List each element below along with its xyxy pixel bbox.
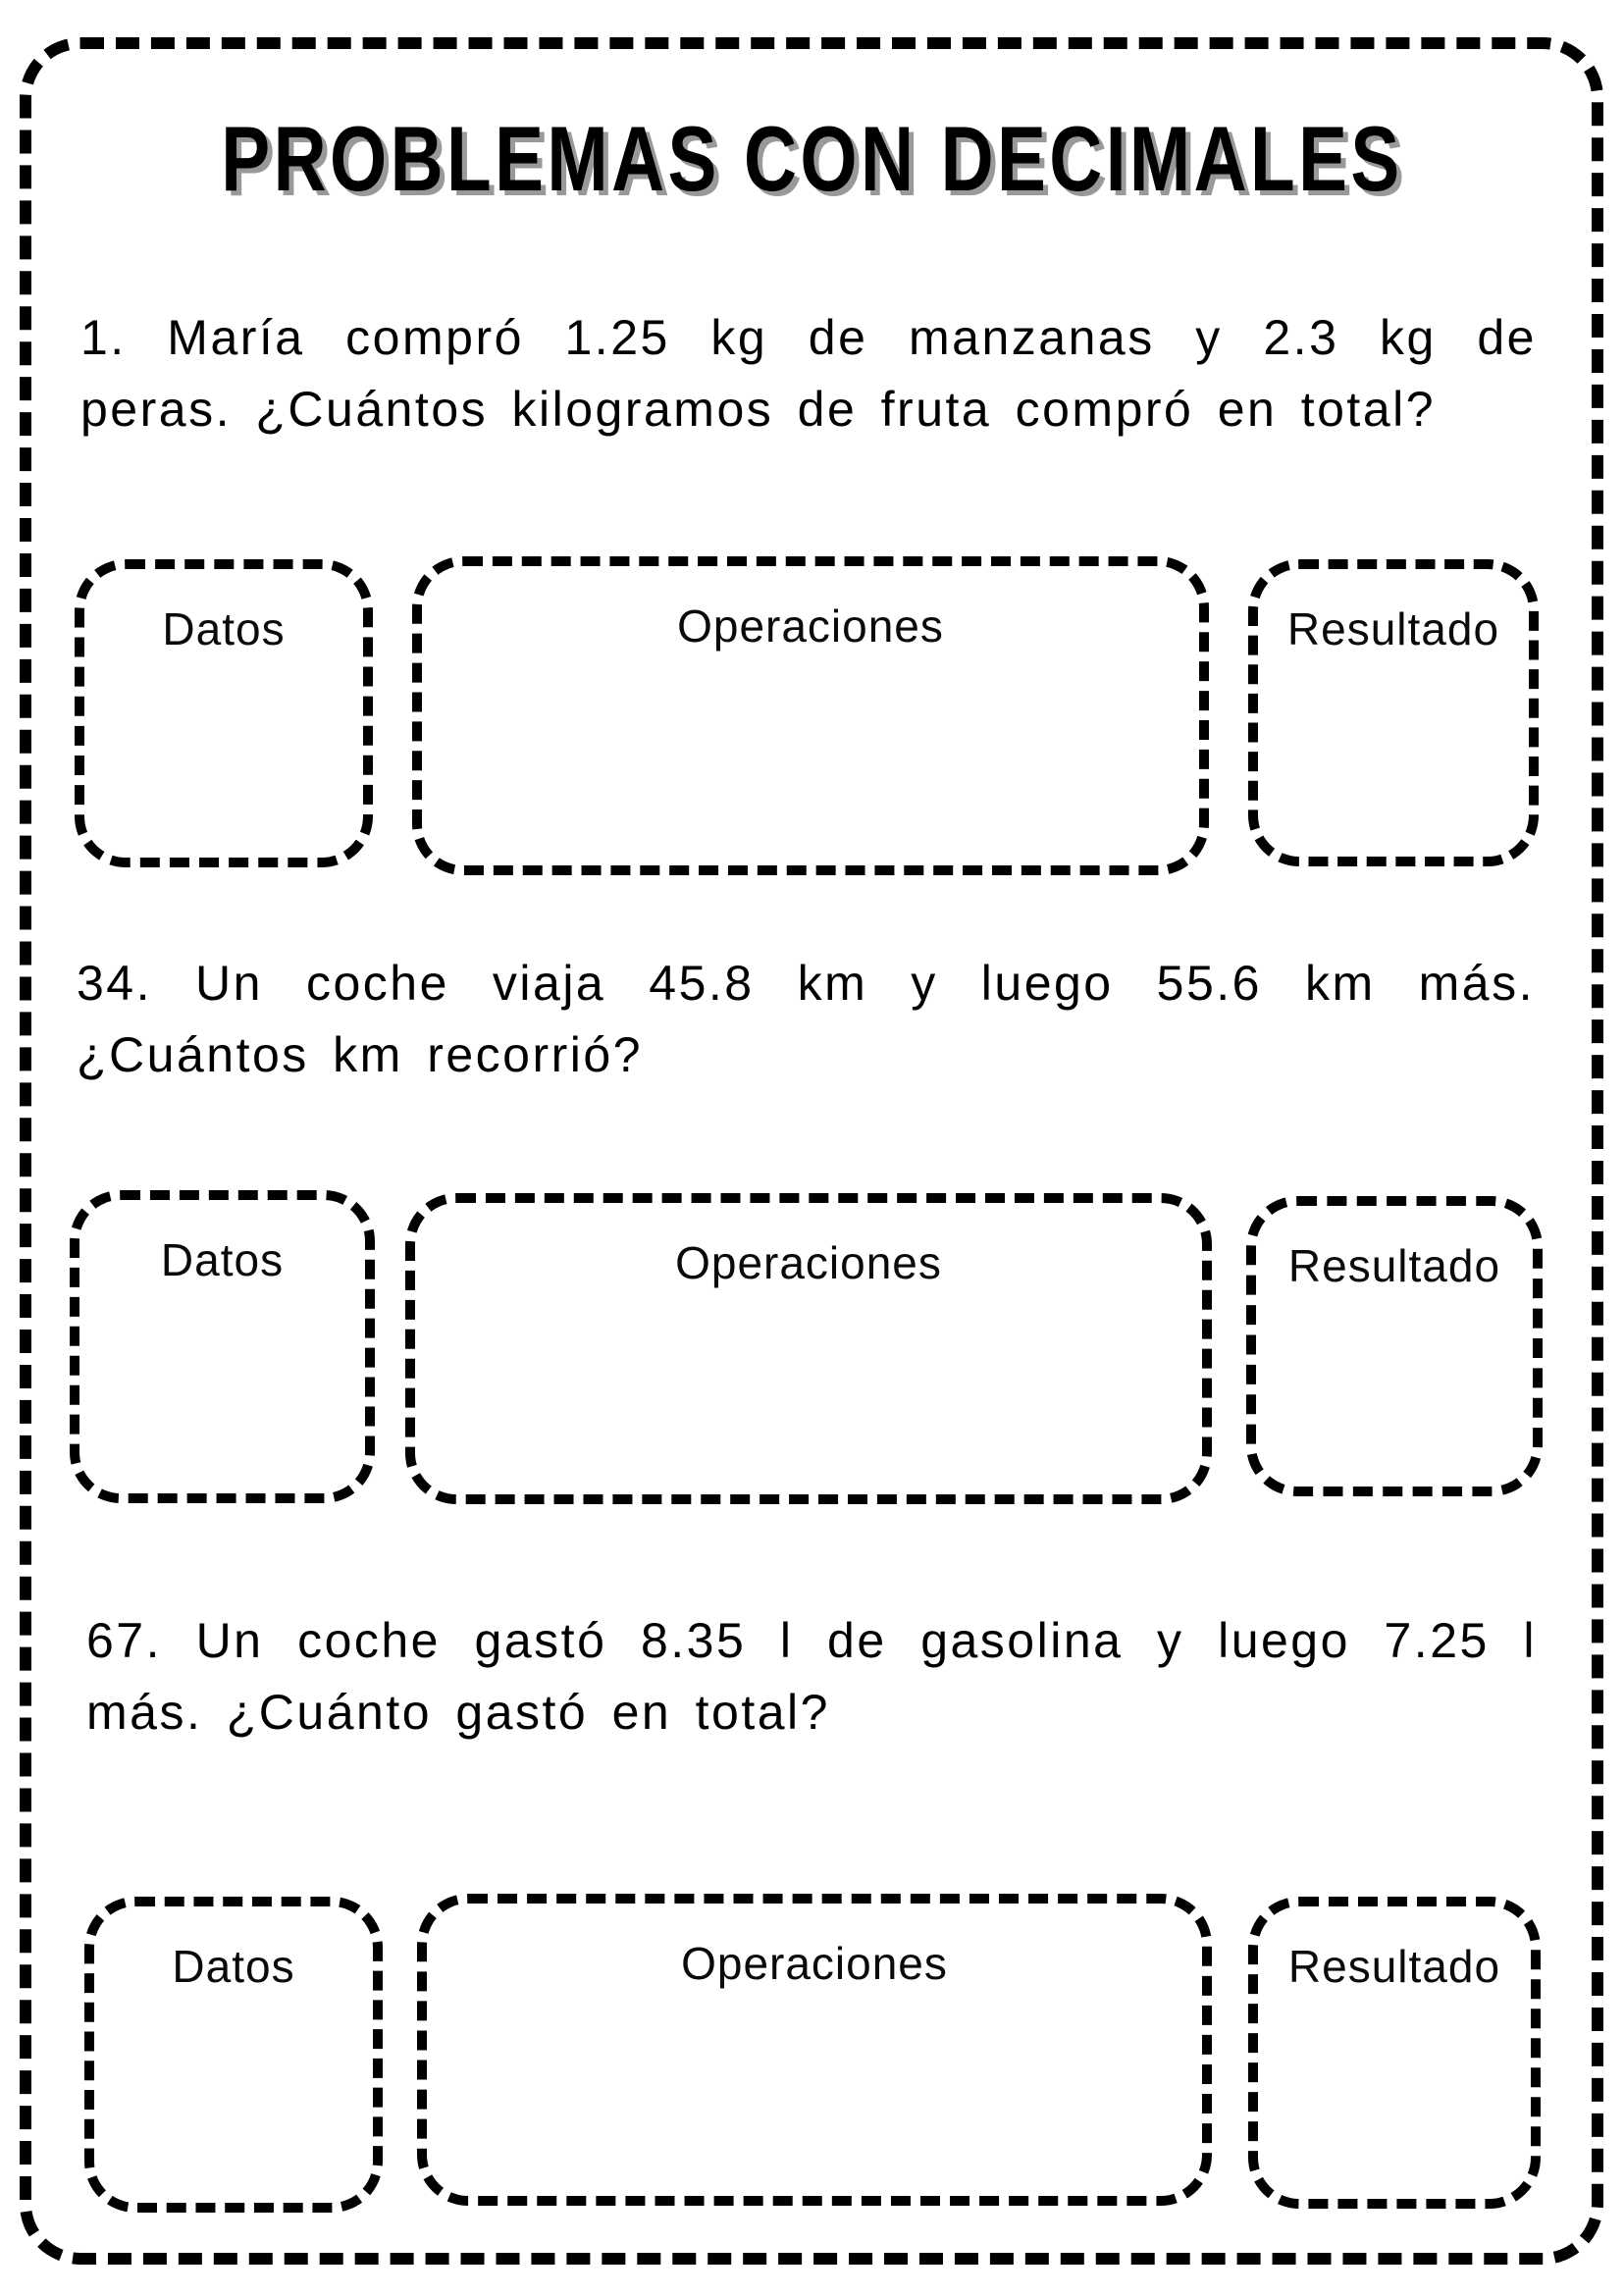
operaciones-box-2[interactable]: [405, 1193, 1212, 1504]
operaciones-box-label: Operaciones: [677, 600, 944, 652]
resultado-box-2[interactable]: [1246, 1196, 1543, 1496]
resultado-box-label: Resultado: [1287, 1240, 1501, 1291]
datos-box-label: Datos: [160, 1234, 285, 1285]
problem-text-3: 67. Un coche gastó 8.35 l de gasolina y luego 7.25 l más. ¿Cuánto gastó en total?: [86, 1613, 1537, 1740]
problem-text-2: 34. Un coche viaja 45.8 km y luego 55.6 km más. ¿Cuántos km recorrió?: [77, 956, 1535, 1082]
resultado-box-label: Resultado: [1286, 603, 1500, 654]
datos-box-1[interactable]: [75, 559, 373, 867]
datos-box-label: Datos: [172, 1941, 295, 1992]
operaciones-box-label: Operaciones: [681, 1938, 948, 1989]
datos-box-3[interactable]: [84, 1897, 383, 2213]
operaciones-box-3[interactable]: [417, 1894, 1212, 2206]
resultado-box-label: Resultado: [1287, 1941, 1501, 1992]
problem-text-1: 1. María compró 1.25 kg de manzanas y 2.3 kg de peras. ¿Cuántos kilogramos de fruta compró en total?: [80, 310, 1537, 437]
operaciones-box-1[interactable]: [412, 556, 1209, 875]
datos-box-label: Datos: [162, 603, 286, 654]
resultado-box-1[interactable]: [1248, 559, 1539, 866]
page-title: PROBLEMAS CON DECIMALES: [221, 107, 1403, 210]
operaciones-box-label: Operaciones: [675, 1237, 942, 1288]
datos-box-2[interactable]: [70, 1190, 375, 1503]
resultado-box-3[interactable]: [1248, 1897, 1541, 2209]
